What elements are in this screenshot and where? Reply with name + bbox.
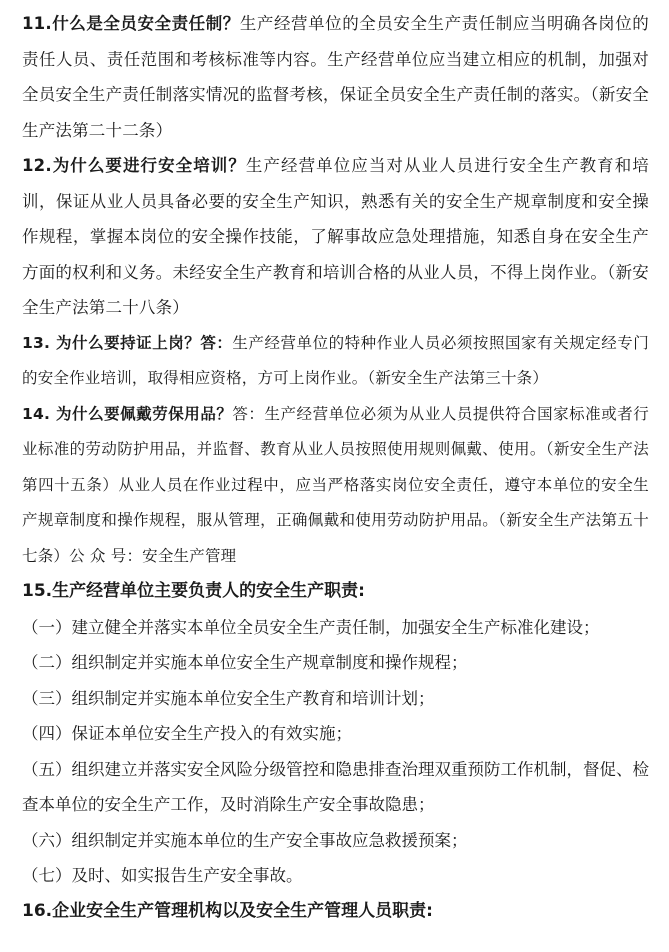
question-13: 13. 为什么要持证上岗？答： bbox=[22, 333, 233, 352]
paragraph-q11 bbox=[22, 6, 649, 148]
question-14: 14. 为什么要佩戴劳保用品？ bbox=[22, 404, 233, 423]
list-item: （一）建立健全并落实本单位全员安全生产责任制，加强安全生产标准化建设； bbox=[22, 617, 600, 637]
answer-11: 生产经营单位的全员安全生产责任制应当明确各岗位的责任人员、责任范围和考核标准等内容。生产经营单位应当建立相应的机制，加强对全员安全生产责任制落实情况的监督考核，保证全员安全生产责任制的落实。（新安全生产法第二十二条） bbox=[22, 14, 649, 140]
list-item: （二）组织制定并实施本单位安全生产规章制度和操作规程； bbox=[22, 653, 468, 672]
answer-12: 生产经营单位应当对从业人员进行安全生产教育和培训，保证从业人员具备必要的安全生产知识，熟悉有关的安全生产规章制度和安全操作规程，掌握本岗位的安全操作技能，了解事故应急处理措施，知悉自身在安全生产方面的权利和义务。未经安全生产教育和培训合格的从业人员，不得上岗作业。（新安全生产法第二十八条） bbox=[22, 156, 650, 317]
heading-15: 15.生产经营单位主要负责人的安全生产职责: bbox=[22, 581, 365, 601]
heading-16: 16.企业安全生产管理机构以及安全生产管理人员职责: bbox=[22, 900, 433, 921]
list-item: （三）组织制定并实施本单位安全生产教育和培训计划； bbox=[22, 688, 435, 708]
list-item: （六）组织制定并实施本单位的生产安全事故应急救援预案； bbox=[22, 830, 468, 850]
list-item: （七）及时、如实报告生产安全事故。 bbox=[22, 866, 303, 885]
question-12: 12.为什么要进行安全培训？ bbox=[22, 156, 246, 175]
paragraph-q13 bbox=[22, 326, 649, 397]
answer-14: 答：生产经营单位必须为从业人员提供符合国家标准或者行业标准的劳动防护用品，并监督、教育从业人员按照使用规则佩戴、使用。（新安全生产法第四十五条）从业人员在作业过程中，应当严格落实岗位安全责任，遵守本单位的安全生产规章制度和操作规程，服从管理，正确佩戴和使用劳动防护用品。（新安全生产法第五十七条）公 众 号：安全生产管理 bbox=[22, 404, 649, 565]
answer-13: 生产经营单位的特种作业人员必须按照国家有关规定经专门的安全作业培训，取得相应资格，方可上岗作业。（新安全生产法第三十条） bbox=[22, 333, 649, 387]
paragraph-q14 bbox=[22, 397, 649, 575]
duties-list bbox=[22, 610, 649, 894]
paragraph-q12 bbox=[22, 148, 649, 326]
question-11: 11.什么是全员安全责任制？ bbox=[22, 14, 240, 33]
list-item: （五）组织建立并落实安全风险分级管控和隐患排查治理双重预防工作机制，督促、检查本单位的安全生产工作，及时消除生产安全事故隐患； bbox=[22, 759, 649, 814]
list-item: （四）保证本单位安全生产投入的有效实施； bbox=[22, 724, 352, 743]
